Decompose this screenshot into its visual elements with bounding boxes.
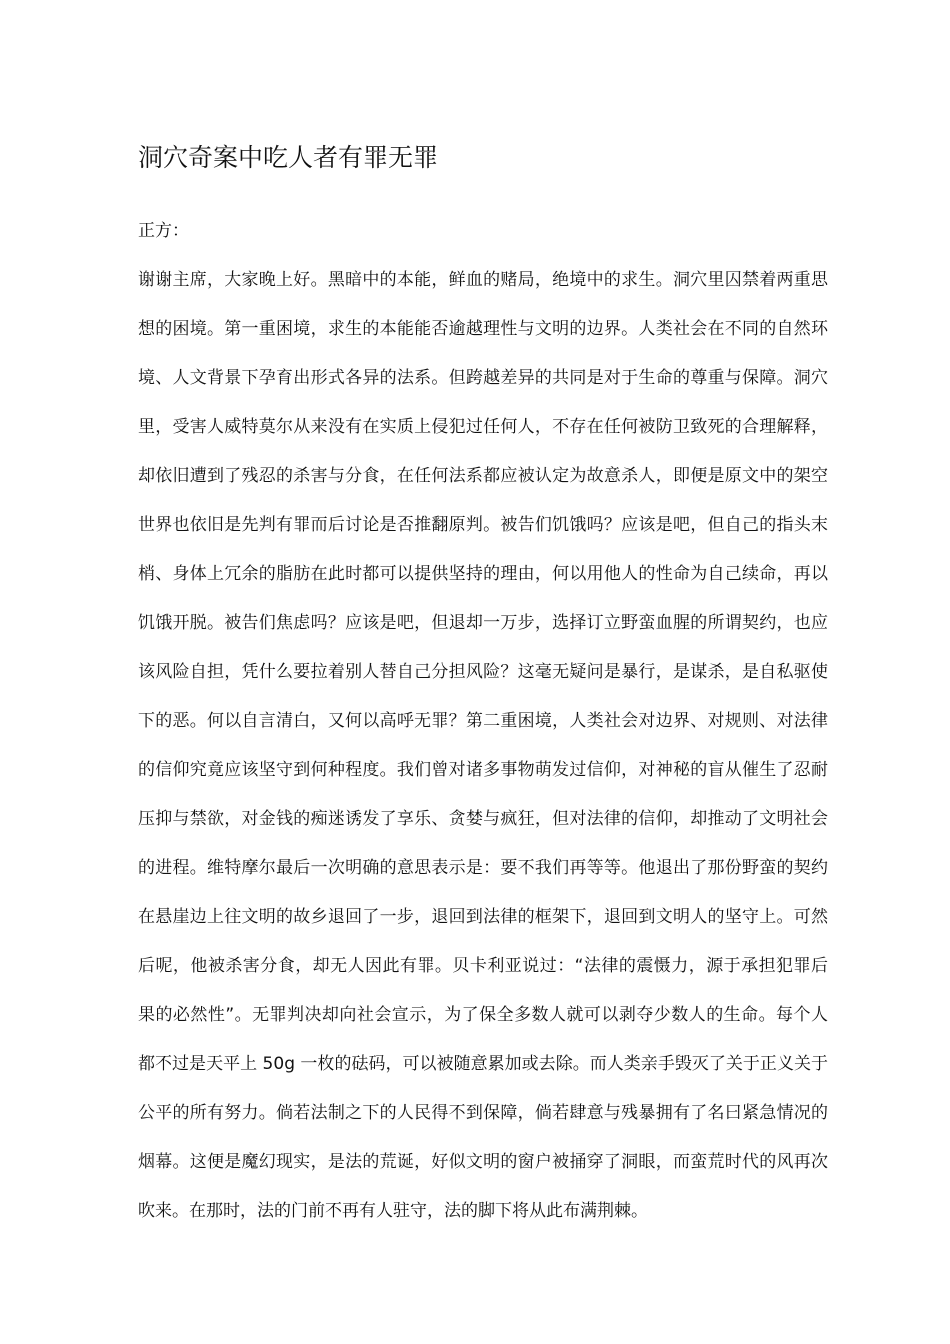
body-line: 公平的所有努力。倘若法制之下的人民得不到保障，倘若肆意与残暴拥有了名曰紧急情况的	[138, 1103, 828, 1123]
speaker-label: 正方：	[138, 221, 189, 241]
speech-body	[138, 262, 828, 1242]
body-line: 饥饿开脱。被告们焦虑吗？应该是吧，但退却一万步，选择订立野蛮血腥的所谓契约，也应	[138, 613, 828, 633]
body-line: 境、人文背景下孕育出形式各异的法系。但跨越差异的共同是对于生命的尊重与保障。洞穴	[138, 368, 828, 388]
body-line: 该风险自担，凭什么要拉着别人替自己分担风险？这毫无疑问是暴行，是谋杀，是自私驱使	[138, 662, 828, 682]
body-line: 在悬崖边上往文明的故乡退回了一步，退回到法律的框架下，退回到文明人的坚守上。可然	[138, 907, 828, 927]
body-line: 想的困境。第一重困境，求生的本能能否逾越理性与文明的边界。人类社会在不同的自然环	[138, 319, 828, 339]
body-line: 的进程。维特摩尔最后一次明确的意思表示是：要不我们再等等。他退出了那份野蛮的契约	[138, 858, 828, 878]
body-line: 后呢，他被杀害分食，却无人因此有罪。贝卡利亚说过：“法律的震慑力，源于承担犯罪后	[138, 956, 828, 976]
body-line: 果的必然性”。无罪判决却向社会宣示，为了保全多数人就可以剥夺少数人的生命。每个人	[138, 1005, 828, 1025]
body-line: 谢谢主席，大家晚上好。黑暗中的本能，鲜血的赌局，绝境中的求生。洞穴里囚禁着两重思	[138, 270, 828, 290]
body-line: 下的恶。何以自言清白，又何以高呼无罪？第二重困境，人类社会对边界、对规则、对法律	[138, 711, 828, 731]
body-line: 里，受害人威特莫尔从来没有在实质上侵犯过任何人，不存在任何被防卫致死的合理解释，	[138, 417, 828, 437]
body-line: 世界也依旧是先判有罪而后讨论是否推翻原判。被告们饥饿吗？应该是吧，但自己的指头末	[138, 515, 828, 535]
document-title: 洞穴奇案中吃人者有罪无罪	[138, 143, 439, 172]
body-line: 梢、身体上冗余的脂肪在此时都可以提供坚持的理由，何以用他人的性命为自己续命，再以	[138, 564, 828, 584]
body-line: 烟幕。这便是魔幻现实，是法的荒诞，好似文明的窗户被捅穿了洞眼，而蛮荒时代的风再次	[138, 1152, 828, 1172]
body-line: 的信仰究竟应该坚守到何种程度。我们曾对诸多事物萌发过信仰，对神秘的盲从催生了忍耐	[138, 760, 828, 780]
body-line: 却依旧遭到了残忍的杀害与分食，在任何法系都应被认定为故意杀人，即便是原文中的架空	[138, 466, 828, 486]
body-line: 压抑与禁欲，对金钱的痴迷诱发了享乐、贪婪与疯狂，但对法律的信仰，却推动了文明社会	[138, 809, 828, 829]
body-line: 吹来。在那时，法的门前不再有人驻守，法的脚下将从此布满荆棘。	[138, 1201, 648, 1221]
body-line: 都不过是天平上 50g 一枚的砝码，可以被随意累加或去除。而人类亲手毁灭了关于正义关于	[138, 1054, 828, 1074]
